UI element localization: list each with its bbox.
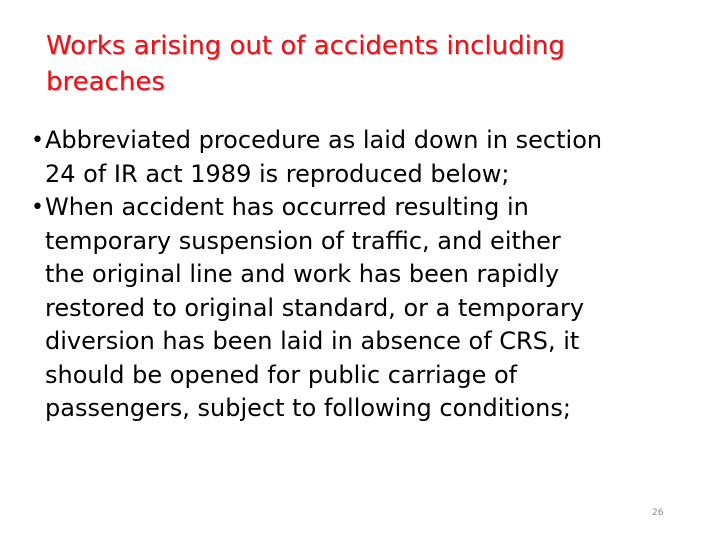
bullet-icon: • <box>31 195 44 220</box>
slide-title-line: Works arising out of accidents including <box>46 31 565 61</box>
bullet-text-line: the original line and work has been rapidly <box>45 260 560 288</box>
page-number: 26 <box>652 508 664 518</box>
slide-title-line: breaches <box>46 67 165 97</box>
bullet-icon: • <box>31 128 44 153</box>
bullet-item <box>31 191 701 426</box>
bullet-item <box>31 124 701 191</box>
bullet-text-line: When accident has occurred resulting in <box>45 193 529 221</box>
bullet-text-line: should be opened for public carriage of <box>45 360 518 389</box>
bullet-list <box>31 124 701 426</box>
bullet-text-line: 24 of IR act 1989 is reproduced below; <box>45 159 510 188</box>
bullet-text-line: passengers, subject to following conditions; <box>45 394 571 422</box>
bullet-text-line: diversion has been laid in absence of CRS, it <box>45 327 580 355</box>
slide-title <box>46 28 666 100</box>
bullet-text-line: Abbreviated procedure as laid down in section <box>45 126 603 154</box>
bullet-text-line: restored to original standard, or a temporary <box>45 293 585 322</box>
bullet-text-line: temporary suspension of traffic, and either <box>45 226 561 255</box>
